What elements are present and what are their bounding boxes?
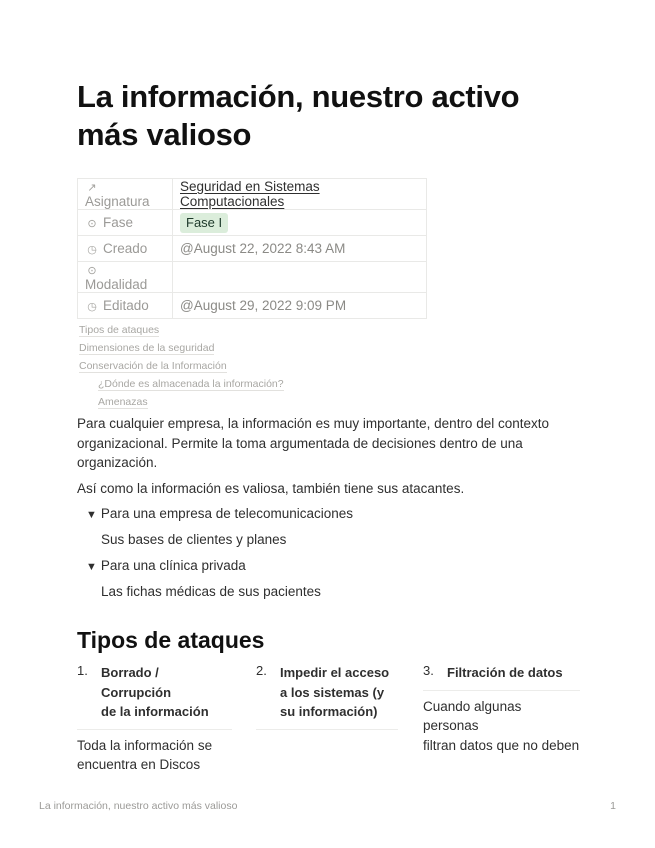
clock-icon: ◷ xyxy=(87,301,97,313)
column-body: Cuando algunas personas filtran datos que no deben xyxy=(423,698,580,753)
paragraph-atacantes: Así como la información es valiosa, también tiene sus atacantes. xyxy=(77,481,465,496)
toggle-content: Sus bases de clientes y planes xyxy=(101,532,287,547)
toc-item-donde-almacenada[interactable]: ¿Dónde es almacenada la información? xyxy=(98,378,284,390)
section-heading: Tipos de ataques xyxy=(77,627,265,653)
footer-title: La información, nuestro activo más valioso xyxy=(39,800,238,812)
column-heading: Impedir el acceso a los sistemas (y su información) xyxy=(280,665,390,719)
property-row-fase xyxy=(78,210,427,236)
toggle-content: Las fichas médicas de sus pacientes xyxy=(101,584,321,599)
page-number: 1 xyxy=(610,800,616,812)
paragraph-intro: Para cualquier empresa, la información es muy importante, dentro del contexto organizacional. Permite la toma argumentada de decisiones dentro de una organización. xyxy=(77,416,549,470)
arrow-up-right-icon: ↗ xyxy=(87,182,97,194)
select-icon: ⊙ xyxy=(87,218,97,230)
toggle-triangle-icon: ▼ xyxy=(86,509,97,521)
fase-tag: Fase I xyxy=(180,213,228,233)
toggle-label: Para una clínica privada xyxy=(100,558,246,573)
column-1 xyxy=(77,663,232,775)
property-row-creado xyxy=(78,236,427,262)
column-heading: Filtración de datos xyxy=(447,665,563,680)
property-row-editado xyxy=(78,293,427,319)
edited-date: @August 29, 2022 9:09 PM xyxy=(180,298,347,313)
divider xyxy=(423,690,580,691)
property-label: Editado xyxy=(103,298,149,313)
divider xyxy=(77,729,232,730)
column-heading: Borrado / Corrupción de la información xyxy=(101,665,209,719)
property-label: Creado xyxy=(103,241,148,256)
property-label: Fase xyxy=(103,215,134,230)
property-label: Asignatura xyxy=(85,194,150,209)
created-date: @August 22, 2022 8:43 AM xyxy=(180,241,346,256)
property-row-modalidad xyxy=(78,262,427,293)
property-row-asignatura xyxy=(78,179,427,210)
list-number: 3. xyxy=(423,663,434,678)
page-title xyxy=(77,78,597,154)
modalidad-value[interactable] xyxy=(173,262,427,293)
properties-table xyxy=(77,178,427,319)
column-2 xyxy=(256,663,398,730)
asignatura-link[interactable]: Seguridad en Sistemas Computacionales xyxy=(180,179,320,209)
toggle-triangle-icon: ▼ xyxy=(86,561,97,573)
toc-item-tipos-de-ataques[interactable]: Tipos de ataques xyxy=(79,324,160,336)
list-number: 2. xyxy=(256,663,267,678)
property-label: Modalidad xyxy=(85,277,148,292)
select-icon: ⊙ xyxy=(87,265,97,277)
toggle-clinica[interactable] xyxy=(86,558,246,573)
toc-item-conservacion[interactable]: Conservación de la Información xyxy=(79,360,227,372)
toc-item-dimensiones[interactable]: Dimensiones de la seguridad xyxy=(79,342,215,354)
page-title-line-2: más valioso xyxy=(77,117,252,152)
divider xyxy=(256,729,398,730)
clock-icon: ◷ xyxy=(87,244,97,256)
toggle-label: Para una empresa de telecomunicaciones xyxy=(100,506,354,521)
list-number: 1. xyxy=(77,663,88,678)
column-3 xyxy=(423,663,580,755)
toggle-telecomunicaciones[interactable] xyxy=(86,506,353,521)
table-of-contents xyxy=(79,322,284,412)
column-body: Toda la información se encuentra en Discos xyxy=(77,737,213,772)
toc-item-amenazas[interactable]: Amenazas xyxy=(98,396,148,408)
page-title-line-1: La información, nuestro activo xyxy=(77,79,520,114)
